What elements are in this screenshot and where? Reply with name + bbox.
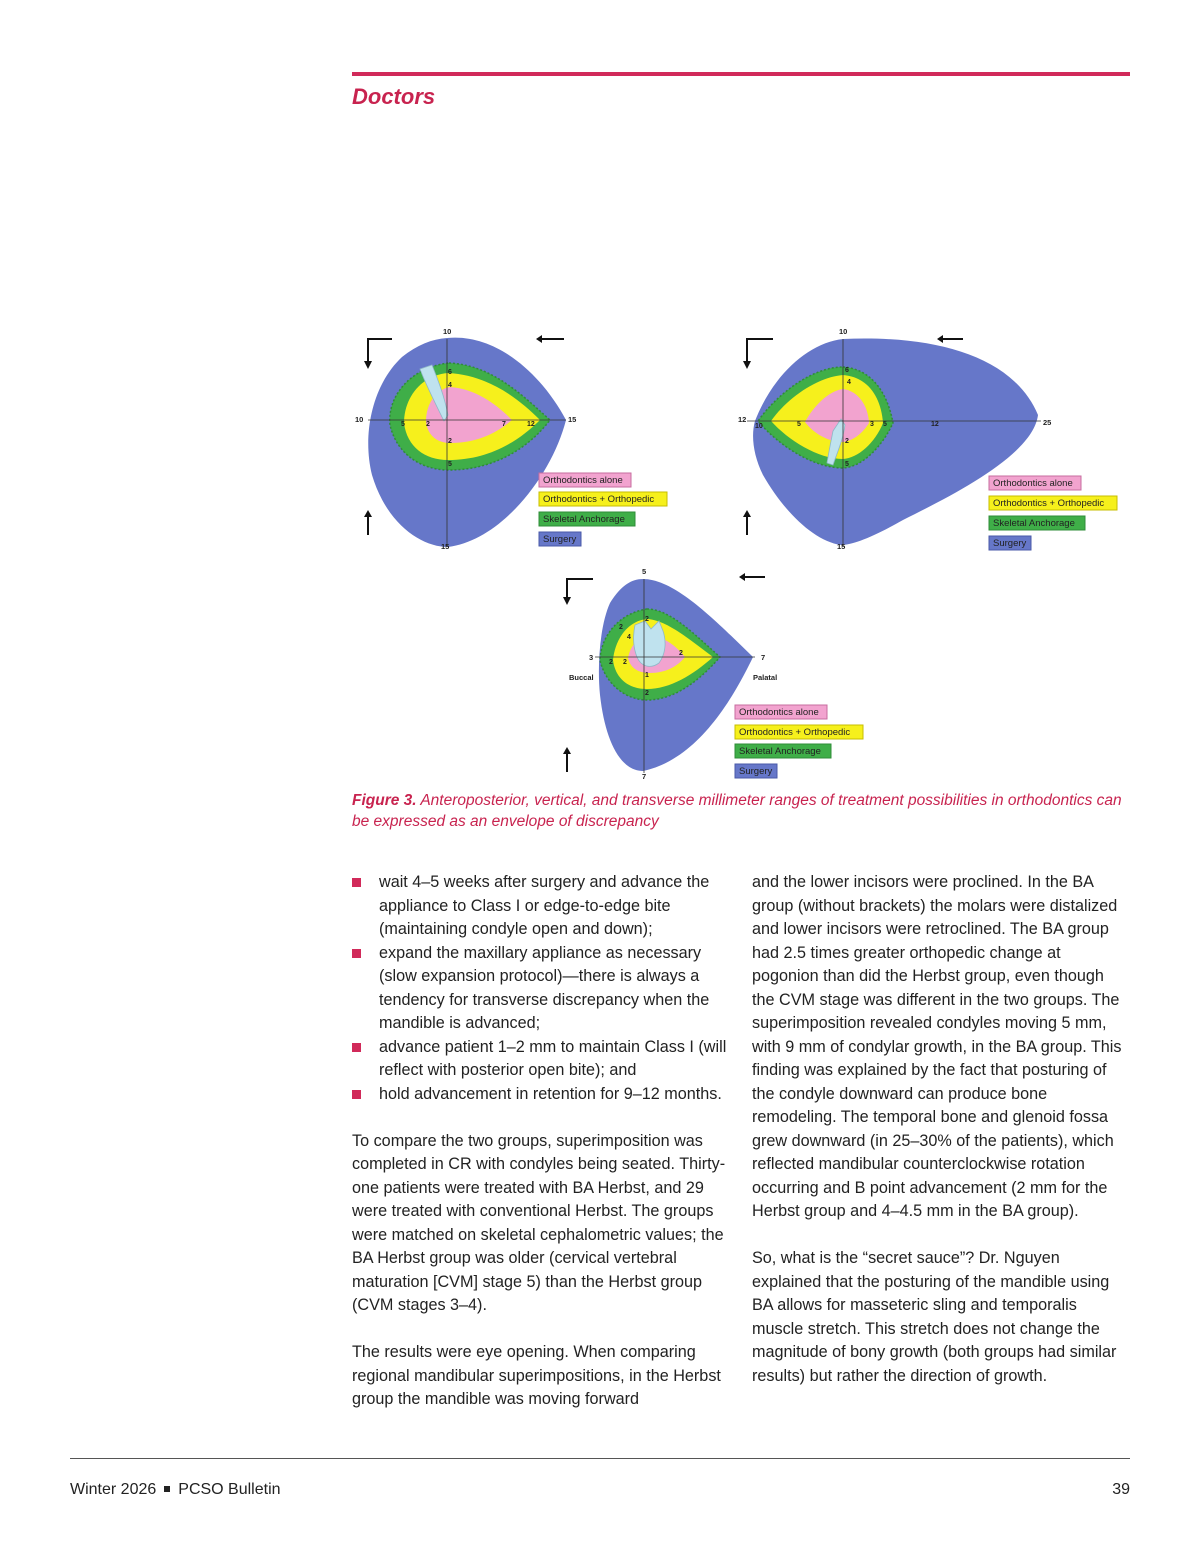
bullet-square-icon xyxy=(352,1043,361,1052)
bullet-square-icon xyxy=(352,949,361,958)
header-rule xyxy=(352,72,1130,76)
svg-text:Orthodontics + Orthopedic: Orthodontics + Orthopedic xyxy=(993,498,1105,509)
paragraph: and the lower incisors were proclined. In the BA group (without brackets) the molars were distalized and lower incisors were retroclined. The BA group had 2.5 times greater orthopedic change at pogonion than did the Herbst group, even though the CVM stage was different in the two groups. The superimposition revealed condyles moving 5 mm, with 9 mm of condylar growth, in the BA group. This finding was explained by the fact that posturing of the condyle downward can produce bone remodeling. The temporal bone and glenoid fossa grew downward (in 25–30% of the patients), which reflected mandibular counterclockwise rotation occurring and B point advancement (2 mm for the Herbst group and 4–4.5 mm in the BA group). xyxy=(752,873,1122,1220)
legend-2 xyxy=(989,476,1117,550)
caption-label: Figure 3. xyxy=(352,792,417,809)
footer-rule xyxy=(70,1458,1130,1459)
corner-arrow-icon xyxy=(743,339,773,369)
svg-text:4: 4 xyxy=(448,382,452,389)
svg-text:2: 2 xyxy=(679,650,683,657)
list-item: advance patient 1–2 mm to maintain Class I (will reflect with posterior open bite); and xyxy=(352,1036,730,1083)
page-number: 39 xyxy=(1112,1481,1130,1498)
figure-caption xyxy=(352,790,1132,832)
paragraph: The results were eye opening. When comparing regional mandibular superimpositions, in the Herbst group the mandible was moving forward xyxy=(352,1343,721,1408)
svg-text:2: 2 xyxy=(619,624,623,631)
svg-text:5: 5 xyxy=(845,461,849,468)
legend-1 xyxy=(539,473,667,546)
paragraph: So, what is the “secret sauce”? Dr. Nguyen explained that the posturing of the mandible using BA allows for masseteric sling and temporalis muscle stretch. This stretch does not change the magnitude of bony growth (both groups had similar results) but rather the direction of growth. xyxy=(752,1249,1117,1385)
svg-text:2: 2 xyxy=(645,616,649,623)
svg-text:5: 5 xyxy=(642,567,647,576)
svg-text:12: 12 xyxy=(738,415,747,424)
paragraph: To compare the two groups, superimposition was completed in CR with condyles being seated. Thirty-one patients were treated with BA Herbst, and 29 were treated with conventional Herbst. The groups were matched on skeletal cephalometric values; the BA Herbst group was older (cervical vertebral maturation [CVM] stage 5) than the Herbst group (CVM stages 3–4). xyxy=(352,1131,726,1314)
svg-text:7: 7 xyxy=(642,772,647,781)
svg-text:5: 5 xyxy=(448,461,452,468)
svg-text:4: 4 xyxy=(847,379,851,386)
svg-text:Buccal: Buccal xyxy=(569,673,594,682)
left-arrow-icon xyxy=(536,335,564,343)
svg-text:12: 12 xyxy=(527,421,535,428)
svg-text:2: 2 xyxy=(845,438,849,445)
svg-text:Orthodontics alone: Orthodontics alone xyxy=(543,475,623,486)
svg-text:2: 2 xyxy=(645,690,649,697)
svg-text:5: 5 xyxy=(797,421,801,428)
footer-publication: Winter 2026 PCSO Bulletin xyxy=(70,1481,281,1498)
svg-text:Surgery: Surgery xyxy=(739,766,773,777)
svg-text:Skeletal Anchorage: Skeletal Anchorage xyxy=(543,514,625,525)
svg-text:2: 2 xyxy=(623,659,627,666)
svg-text:15: 15 xyxy=(568,415,577,424)
svg-text:10: 10 xyxy=(839,327,848,336)
svg-text:6: 6 xyxy=(845,367,849,374)
svg-text:Surgery: Surgery xyxy=(993,538,1027,549)
diagram-vertical xyxy=(733,325,1133,555)
tooth-icon xyxy=(634,621,665,666)
svg-text:25: 25 xyxy=(1043,418,1052,427)
svg-text:4: 4 xyxy=(627,634,631,641)
left-arrow-icon xyxy=(937,335,963,343)
up-arrow-icon xyxy=(743,510,751,535)
svg-text:15: 15 xyxy=(837,542,846,551)
svg-text:Orthodontics alone: Orthodontics alone xyxy=(739,707,819,718)
up-arrow-icon xyxy=(364,510,372,535)
bullet-square-icon xyxy=(352,1090,361,1099)
list-item: wait 4–5 weeks after surgery and advance the appliance to Class I or edge-to-edge bite (maintaining condyle open and down); xyxy=(352,871,730,942)
svg-text:Orthodontics + Orthopedic: Orthodontics + Orthopedic xyxy=(739,727,851,738)
svg-text:5: 5 xyxy=(883,421,887,428)
svg-text:Orthodontics + Orthopedic: Orthodontics + Orthopedic xyxy=(543,494,655,505)
right-column xyxy=(752,871,1130,1412)
list-item: hold advancement in retention for 9–12 months. xyxy=(352,1083,730,1107)
diagram-anteroposterior xyxy=(352,325,682,555)
bullet-square-icon xyxy=(352,878,361,887)
svg-text:3: 3 xyxy=(870,421,874,428)
svg-text:15: 15 xyxy=(441,542,450,551)
svg-text:2: 2 xyxy=(426,421,430,428)
left-arrow-icon xyxy=(739,573,765,581)
corner-arrow-icon xyxy=(364,339,392,369)
svg-text:Palatal: Palatal xyxy=(753,673,778,682)
corner-arrow-icon xyxy=(563,579,593,605)
diagram-transverse xyxy=(555,565,875,785)
svg-text:10: 10 xyxy=(755,423,763,430)
svg-text:7: 7 xyxy=(502,421,506,428)
svg-text:2: 2 xyxy=(448,438,452,445)
bullet-list xyxy=(352,871,730,1106)
svg-text:12: 12 xyxy=(931,421,939,428)
caption-text: Anteroposterior, vertical, and transverse millimeter ranges of treatment possibilities in orthodontics can be expressed as an envelope of discrepancy xyxy=(352,792,1122,830)
svg-text:Skeletal Anchorage: Skeletal Anchorage xyxy=(739,746,821,757)
svg-text:1: 1 xyxy=(645,672,649,679)
svg-text:Orthodontics alone: Orthodontics alone xyxy=(993,478,1073,489)
svg-text:Surgery: Surgery xyxy=(543,534,577,545)
svg-text:Skeletal Anchorage: Skeletal Anchorage xyxy=(993,518,1075,529)
svg-text:2: 2 xyxy=(609,659,613,666)
up-arrow-icon xyxy=(563,747,571,772)
svg-text:6: 6 xyxy=(448,369,452,376)
separator-square-icon xyxy=(164,1486,170,1492)
svg-text:7: 7 xyxy=(761,653,766,662)
svg-text:10: 10 xyxy=(355,415,364,424)
section-title: Doctors xyxy=(352,84,436,109)
left-column xyxy=(352,871,730,1435)
list-item: expand the maxillary appliance as necessary (slow expansion protocol)—there is always a tendency for transverse discrepancy when the mandible is advanced; xyxy=(352,942,730,1036)
svg-text:5: 5 xyxy=(401,421,405,428)
svg-text:3: 3 xyxy=(589,653,594,662)
svg-text:10: 10 xyxy=(443,327,452,336)
legend-3 xyxy=(735,705,863,778)
